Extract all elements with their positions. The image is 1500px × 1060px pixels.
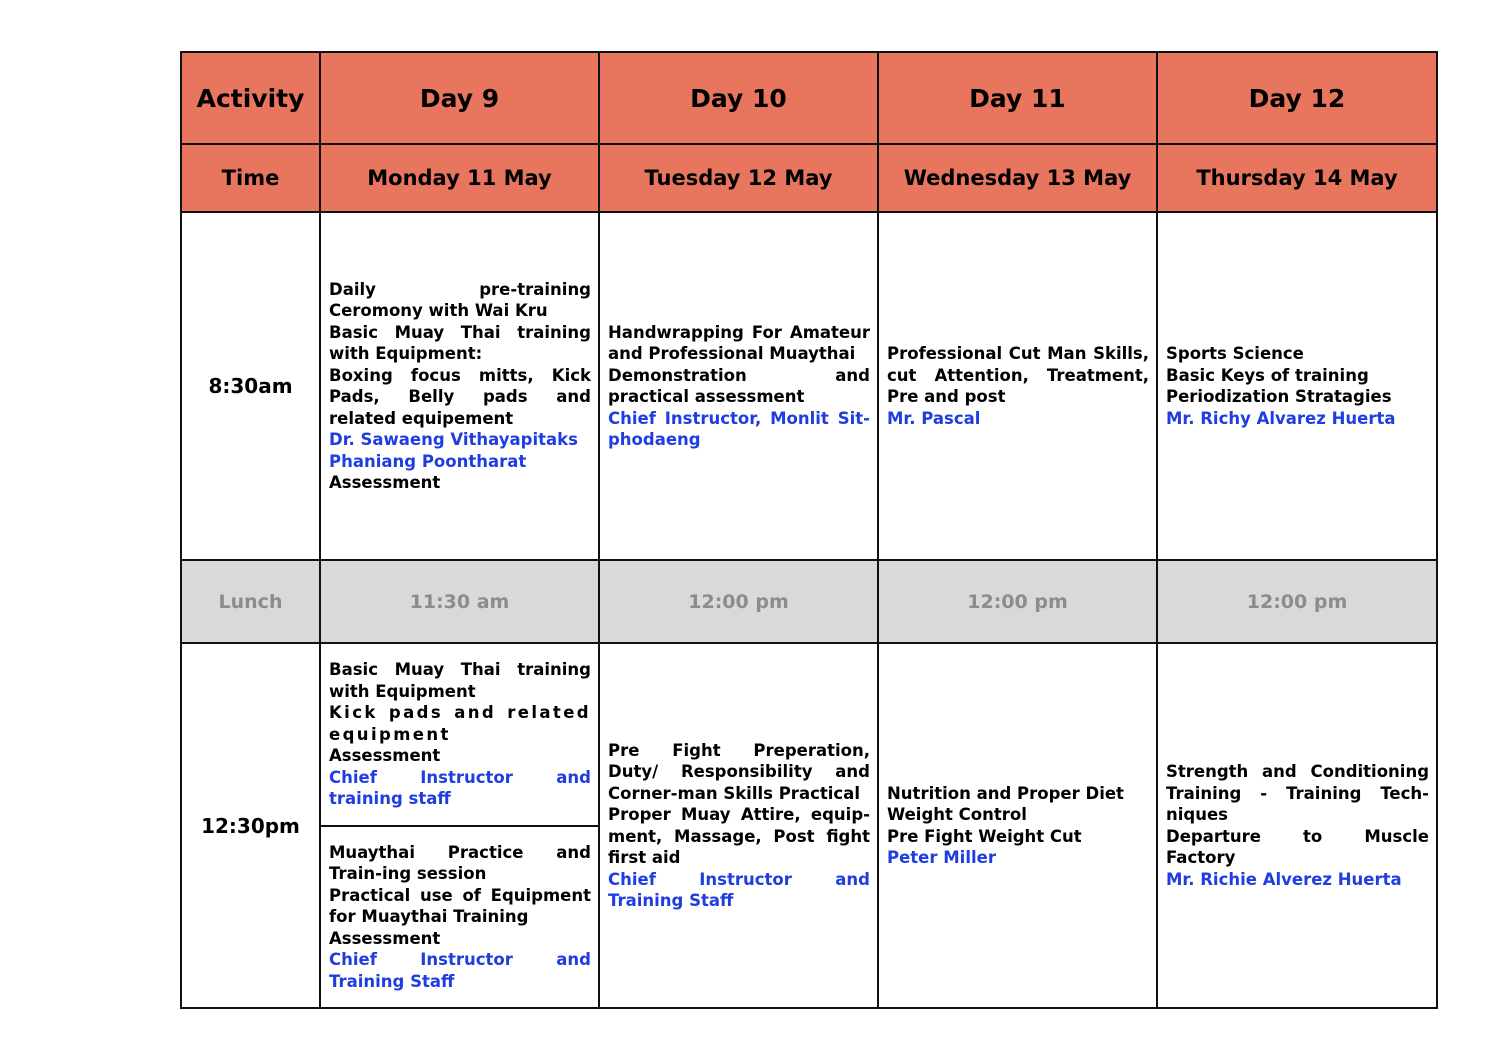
date-day-9: Monday 11 May: [320, 144, 599, 212]
activity-line: Weight Control: [887, 805, 1027, 824]
activity-line: Handwrapping For Amateur and Professional Muaythai: [608, 322, 870, 363]
date-day-11: Wednesday 13 May: [878, 144, 1157, 212]
activity-line: Strength and Conditioning Training - Training Tech-niques: [1166, 762, 1429, 824]
morning-day-10-cell: [599, 212, 878, 560]
afternoon-day-10-cell: [599, 643, 878, 1008]
afternoon-row: [181, 643, 1437, 1008]
day-11-header: Day 11: [878, 52, 1157, 144]
activity-line: Daily pre-training Ceromony with Wai Kru: [329, 279, 591, 320]
afternoon-day-9-session-2: [321, 827, 598, 1007]
afternoon-day-9-cell: [320, 643, 599, 1008]
activity-line: Muaythai Practice and Train-ing session: [329, 842, 591, 884]
instructor-name: Dr. Sawaeng Vithayapitaks: [329, 430, 578, 449]
activity-line: Departure to Muscle Factory: [1166, 826, 1429, 867]
activity-line: Proper Muay Attire, equip-ment, Massage, Post fight first aid: [608, 805, 870, 867]
lunch-time-day-10: 12:00 pm: [599, 560, 878, 643]
instructor-name: Mr. Pascal: [887, 408, 981, 428]
lunch-time-day-11: 12:00 pm: [878, 560, 1157, 643]
day-10-header: Day 10: [599, 52, 878, 144]
instructor-name: Mr. Richie Alverez Huerta: [1166, 869, 1402, 889]
activity-line: Boxing focus mitts, Kick Pads, Belly pads and related equipement: [329, 365, 591, 428]
activity-line: Assessment: [329, 473, 441, 492]
activity-line: Nutrition and Proper Diet: [887, 783, 1124, 803]
instructor-name: Peter Miller: [887, 848, 996, 867]
lunch-label: Lunch: [181, 560, 320, 643]
activity-line: Pre Fight Weight Cut: [887, 826, 1082, 846]
afternoon-day-12-cell: [1157, 643, 1437, 1008]
date-day-12: Thursday 14 May: [1157, 144, 1437, 212]
afternoon-time: 12:30pm: [181, 643, 320, 1008]
activity-line: Basic Keys of training: [1166, 365, 1369, 385]
activity-line: Basic Muay Thai training with Equipment:: [329, 322, 591, 363]
schedule-table: [180, 51, 1438, 1009]
instructor-name: Chief Instructor, Monlit Sit-phodaeng: [608, 408, 870, 449]
date-day-10: Tuesday 12 May: [599, 144, 878, 212]
activity-line: Sports Science: [1166, 344, 1304, 363]
afternoon-day-11-cell: [878, 643, 1157, 1008]
day-9-header: Day 9: [320, 52, 599, 144]
day-header-row: [181, 52, 1437, 144]
activity-line: Kick pads and related equipment: [329, 703, 591, 744]
activity-line: Assessment: [329, 746, 441, 766]
morning-time: 8:30am: [181, 212, 320, 560]
lunch-time-day-12: 12:00 pm: [1157, 560, 1437, 643]
morning-day-12-cell: [1157, 212, 1437, 560]
afternoon-day-9-session-1: [321, 644, 598, 827]
activity-header: Activity: [181, 52, 320, 144]
activity-line: Professional Cut Man Skills, cut Attention, Treatment, Pre and post: [887, 344, 1149, 406]
activity-line: Periodization Stratagies: [1166, 387, 1392, 406]
activity-line: Basic Muay Thai training with Equipment: [329, 660, 591, 701]
time-header: Time: [181, 144, 320, 212]
date-header-row: [181, 144, 1437, 212]
instructor-name: Phaniang Poontharat: [329, 451, 527, 471]
instructor-name: Chief Instructor and training staff: [329, 767, 591, 809]
activity-line: Pre Fight Preperation, Duty/ Responsibility and Corner-man Skills Practical: [608, 740, 870, 803]
activity-line: Demonstration and practical assessment: [608, 365, 870, 406]
lunch-time-day-9: 11:30 am: [320, 560, 599, 643]
instructor-name: Chief Instructor and Training Staff: [329, 950, 591, 991]
lunch-row: [181, 560, 1437, 643]
activity-line: Assessment: [329, 928, 441, 948]
morning-day-11-cell: [878, 212, 1157, 560]
day-12-header: Day 12: [1157, 52, 1437, 144]
morning-day-9-cell: [320, 212, 599, 560]
morning-row: [181, 212, 1437, 560]
activity-line: Practical use of Equipment for Muaythai Training: [329, 885, 591, 927]
instructor-name: Chief Instructor and Training Staff: [608, 869, 870, 910]
instructor-name: Mr. Richy Alvarez Huerta: [1166, 408, 1396, 428]
